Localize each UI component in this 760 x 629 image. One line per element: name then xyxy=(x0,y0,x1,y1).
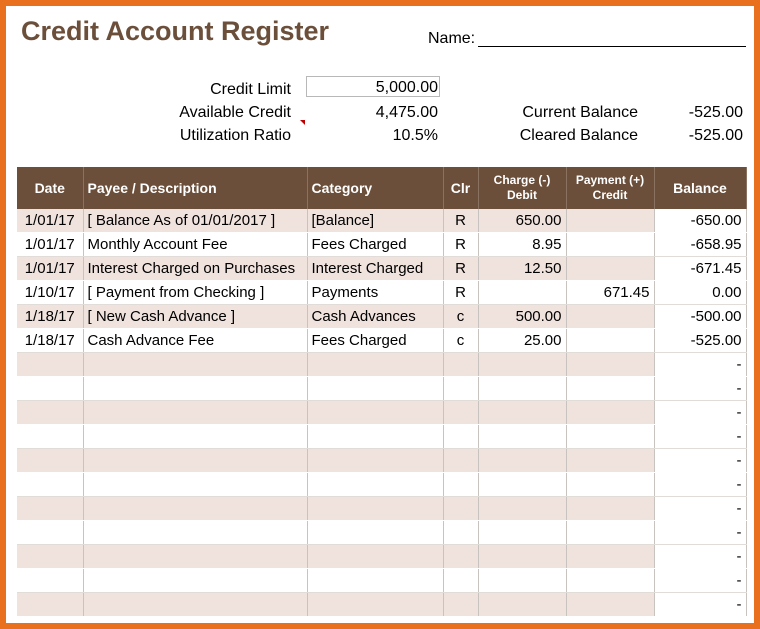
cleared-balance-label: Cleared Balance xyxy=(519,127,638,144)
balance-cell: - xyxy=(654,377,746,401)
charge-cell[interactable] xyxy=(478,401,566,425)
payee-cell[interactable]: [ New Cash Advance ] xyxy=(83,305,307,329)
payee-cell[interactable] xyxy=(83,545,307,569)
payee-header[interactable]: Payee / Description xyxy=(83,167,307,209)
table-row xyxy=(17,569,746,593)
clr-cell[interactable] xyxy=(443,377,478,401)
payment-cell[interactable] xyxy=(566,521,654,545)
payment-cell[interactable] xyxy=(566,401,654,425)
table-row xyxy=(17,545,746,569)
charge-cell[interactable] xyxy=(478,545,566,569)
clr-cell[interactable] xyxy=(443,593,478,617)
charge-cell[interactable] xyxy=(478,377,566,401)
clr-cell[interactable]: R xyxy=(443,257,478,281)
payment-cell[interactable] xyxy=(566,353,654,377)
date-cell[interactable] xyxy=(17,401,83,425)
clr-cell[interactable] xyxy=(443,497,478,521)
payee-cell[interactable] xyxy=(83,401,307,425)
balance-cell: - xyxy=(654,521,746,545)
balance-cell: - xyxy=(654,425,746,449)
payee-cell[interactable] xyxy=(83,569,307,593)
table-row xyxy=(17,233,746,257)
date-cell[interactable] xyxy=(17,353,83,377)
clr-cell[interactable] xyxy=(443,353,478,377)
payment-cell[interactable] xyxy=(566,497,654,521)
date-cell[interactable] xyxy=(17,545,83,569)
category-cell[interactable]: [Balance] xyxy=(307,209,443,233)
date-cell[interactable] xyxy=(17,377,83,401)
comment-indicator-icon xyxy=(300,120,305,125)
credit-limit-label: Credit Limit xyxy=(210,81,291,98)
category-cell[interactable] xyxy=(307,425,443,449)
table-row xyxy=(17,305,746,329)
table-row xyxy=(17,473,746,497)
balance-cell: - xyxy=(654,401,746,425)
category-cell[interactable] xyxy=(307,401,443,425)
table-row xyxy=(17,401,746,425)
date-cell[interactable]: 1/01/17 xyxy=(17,257,83,281)
payee-cell[interactable] xyxy=(83,449,307,473)
payment-cell[interactable] xyxy=(566,233,654,257)
category-cell[interactable]: Fees Charged xyxy=(307,233,443,257)
category-cell[interactable] xyxy=(307,497,443,521)
balance-cell: 0.00 xyxy=(654,281,746,305)
clr-cell[interactable] xyxy=(443,473,478,497)
charge-header-line1: Charge (-) xyxy=(493,173,551,187)
balance-cell: -671.45 xyxy=(654,257,746,281)
clr-cell[interactable]: R xyxy=(443,209,478,233)
charge-cell[interactable] xyxy=(478,425,566,449)
clr-cell[interactable]: R xyxy=(443,281,478,305)
category-cell[interactable] xyxy=(307,569,443,593)
clr-cell[interactable] xyxy=(443,521,478,545)
balance-header[interactable]: Balance xyxy=(654,167,746,209)
payment-cell[interactable] xyxy=(566,569,654,593)
payment-cell[interactable] xyxy=(566,545,654,569)
table-row xyxy=(17,497,746,521)
table-row xyxy=(17,209,746,233)
balance-cell: - xyxy=(654,473,746,497)
charge-cell[interactable]: 12.50 xyxy=(478,257,566,281)
clr-header[interactable]: Clr xyxy=(443,167,478,209)
date-cell[interactable] xyxy=(17,425,83,449)
date-cell[interactable]: 1/18/17 xyxy=(17,329,83,353)
category-cell[interactable] xyxy=(307,521,443,545)
payment-cell[interactable] xyxy=(566,449,654,473)
cleared-balance-value: -525.00 xyxy=(688,127,743,144)
date-cell[interactable] xyxy=(17,473,83,497)
charge-header[interactable] xyxy=(478,167,566,209)
payee-cell[interactable] xyxy=(83,521,307,545)
payment-cell[interactable]: 671.45 xyxy=(566,281,654,305)
credit-limit-value[interactable]: 5,000.00 xyxy=(375,79,438,96)
date-cell[interactable]: 1/01/17 xyxy=(17,233,83,257)
clr-cell[interactable] xyxy=(443,401,478,425)
date-header[interactable]: Date xyxy=(17,167,83,209)
table-row xyxy=(17,425,746,449)
table-row xyxy=(17,257,746,281)
payment-header[interactable] xyxy=(566,167,654,209)
charge-cell[interactable] xyxy=(478,449,566,473)
date-cell[interactable] xyxy=(17,569,83,593)
table-row xyxy=(17,449,746,473)
table-row xyxy=(17,377,746,401)
payee-cell[interactable]: Interest Charged on Purchases xyxy=(83,257,307,281)
header-row xyxy=(17,167,746,209)
charge-cell[interactable] xyxy=(478,569,566,593)
payee-cell[interactable]: [ Payment from Checking ] xyxy=(83,281,307,305)
balance-cell: - xyxy=(654,545,746,569)
charge-cell[interactable] xyxy=(478,593,566,617)
category-cell[interactable] xyxy=(307,377,443,401)
clr-cell[interactable] xyxy=(443,425,478,449)
current-balance-value: -525.00 xyxy=(688,104,743,121)
payment-cell[interactable] xyxy=(566,377,654,401)
balance-cell: -500.00 xyxy=(654,305,746,329)
payment-cell[interactable] xyxy=(566,593,654,617)
table-row xyxy=(17,593,746,617)
payment-cell[interactable] xyxy=(566,473,654,497)
payment-cell[interactable] xyxy=(566,425,654,449)
payment-header-line1: Payment (+) xyxy=(575,173,645,187)
available-credit-value: 4,475.00 xyxy=(375,104,438,121)
date-cell[interactable] xyxy=(17,521,83,545)
clr-cell[interactable]: R xyxy=(443,233,478,257)
payment-cell[interactable] xyxy=(566,329,654,353)
charge-cell[interactable] xyxy=(478,521,566,545)
table-row xyxy=(17,521,746,545)
balance-cell: -525.00 xyxy=(654,329,746,353)
payee-cell[interactable] xyxy=(83,353,307,377)
utilization-label: Utilization Ratio xyxy=(179,127,291,144)
charge-cell[interactable] xyxy=(478,353,566,377)
charge-cell[interactable]: 500.00 xyxy=(478,305,566,329)
name-field[interactable] xyxy=(478,46,746,47)
category-cell[interactable]: Cash Advances xyxy=(307,305,443,329)
clr-cell[interactable] xyxy=(443,569,478,593)
category-cell[interactable] xyxy=(307,449,443,473)
balance-cell: - xyxy=(654,353,746,377)
clr-cell[interactable] xyxy=(443,545,478,569)
table-row xyxy=(17,281,746,305)
register-table xyxy=(17,167,747,617)
charge-header-line2: Debit xyxy=(507,188,537,202)
charge-cell[interactable]: 25.00 xyxy=(478,329,566,353)
payment-header-line2: Credit xyxy=(592,188,628,202)
register-sheet xyxy=(6,6,754,623)
charge-cell[interactable]: 8.95 xyxy=(478,233,566,257)
payee-cell[interactable] xyxy=(83,497,307,521)
available-credit-label: Available Credit xyxy=(179,104,291,121)
date-cell[interactable] xyxy=(17,497,83,521)
payment-cell[interactable] xyxy=(566,305,654,329)
balance-cell: -658.95 xyxy=(654,233,746,257)
payee-cell[interactable] xyxy=(83,593,307,617)
date-cell[interactable] xyxy=(17,593,83,617)
date-cell[interactable]: 1/01/17 xyxy=(17,209,83,233)
payee-cell[interactable] xyxy=(83,377,307,401)
balance-cell: - xyxy=(654,449,746,473)
category-cell[interactable] xyxy=(307,353,443,377)
clr-cell[interactable] xyxy=(443,449,478,473)
page-title: Credit Account Register xyxy=(21,16,330,46)
payee-cell[interactable]: Monthly Account Fee xyxy=(83,233,307,257)
table-row xyxy=(17,329,746,353)
payment-cell[interactable] xyxy=(566,257,654,281)
charge-cell[interactable] xyxy=(478,281,566,305)
balance-cell: - xyxy=(654,593,746,617)
category-header[interactable]: Category xyxy=(307,167,443,209)
payee-cell[interactable] xyxy=(83,425,307,449)
date-cell[interactable]: 1/18/17 xyxy=(17,305,83,329)
current-balance-label: Current Balance xyxy=(522,104,638,121)
date-cell[interactable]: 1/10/17 xyxy=(17,281,83,305)
utilization-value: 10.5% xyxy=(392,127,438,144)
balance-cell: - xyxy=(654,497,746,521)
charge-cell[interactable]: 650.00 xyxy=(478,209,566,233)
balance-cell: -650.00 xyxy=(654,209,746,233)
payee-cell[interactable]: [ Balance As of 01/01/2017 ] xyxy=(83,209,307,233)
payee-cell[interactable]: Cash Advance Fee xyxy=(83,329,307,353)
category-cell[interactable] xyxy=(307,545,443,569)
clr-cell[interactable]: c xyxy=(443,329,478,353)
category-cell[interactable] xyxy=(307,473,443,497)
payment-cell[interactable] xyxy=(566,209,654,233)
date-cell[interactable] xyxy=(17,449,83,473)
table-row xyxy=(17,353,746,377)
category-cell[interactable]: Payments xyxy=(307,281,443,305)
charge-cell[interactable] xyxy=(478,497,566,521)
category-cell[interactable] xyxy=(307,593,443,617)
balance-cell: - xyxy=(654,569,746,593)
payee-cell[interactable] xyxy=(83,473,307,497)
category-cell[interactable]: Fees Charged xyxy=(307,329,443,353)
charge-cell[interactable] xyxy=(478,473,566,497)
clr-cell[interactable]: c xyxy=(443,305,478,329)
category-cell[interactable]: Interest Charged xyxy=(307,257,443,281)
name-label: Name: xyxy=(428,30,476,47)
